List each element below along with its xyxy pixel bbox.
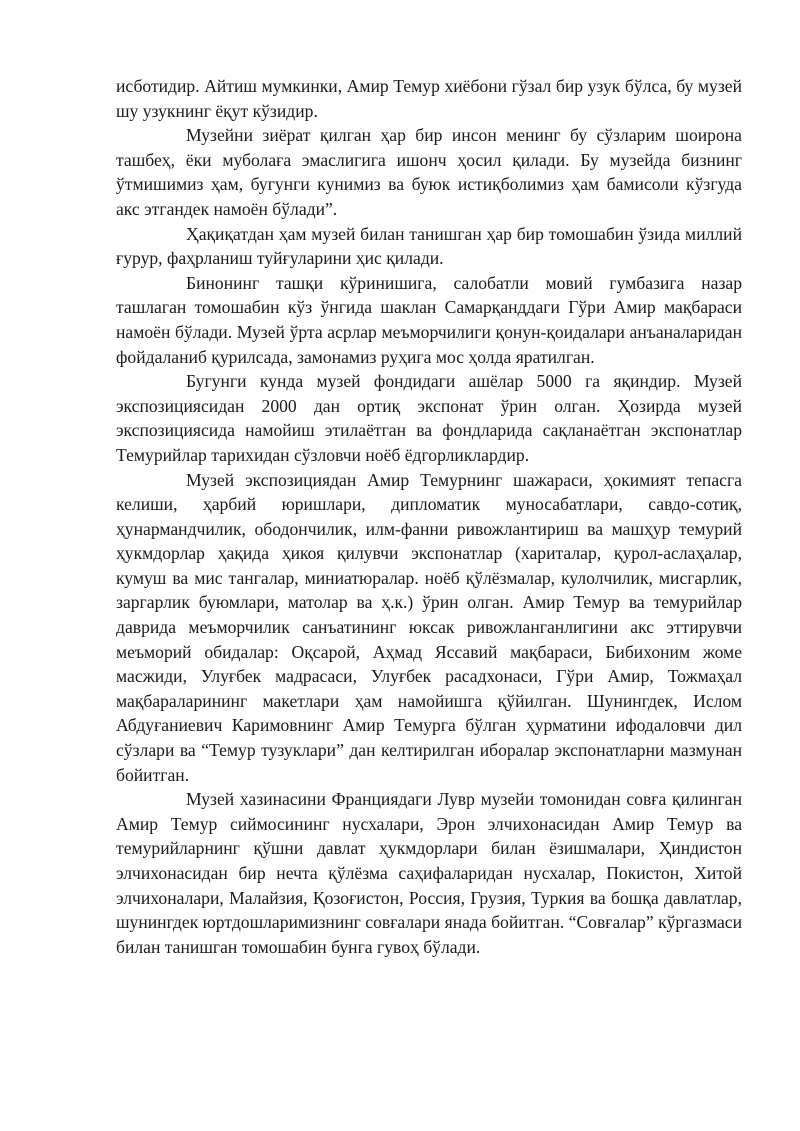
paragraph-continuation: исботидир. Айтиш мумкинки, Амир Темур хиёбони гўзал бир узук бўлса, бу музей шу узукнинг ёқут кўзидир.	[116, 76, 742, 121]
paragraph-gifts: Музей хазинасини Франциядаги Лувр музейи томонидан совға қилинган Амир Темур сиймосининг нусхалари, Эрон элчихонасидан Амир Темур ва темурийларнинг қўшни давлат ҳукмдорлари билан ёзишмалари, Ҳиндистон элчихонасидан бир нечта қўлёзма саҳифаларидан нусхалар, Покистон, Хитой элчихоналари, Малайзия, Қозоғистон, Россия, Грузия, Туркия ва бошқа давлатлар, шунингдек юртдошларимизнинг совғалари янада бойитган. “Совғалар” кўргазмаси билан танишган томошабин бунга гувоҳ бўлади.	[116, 789, 742, 957]
paragraph-museum-visit: Музейни зиёрат қилган ҳар бир инсон менинг бу сўзларим шоирона ташбеҳ, ёки муболаға эмаслигига ишонч ҳосил қилади. Бу музейда бизнинг ўтмишимиз ҳам, бугунги кунимиз ва буюк истиқболимиз ҳам бамисоли кўзгуда акс этгандек намоён бўлади”.	[116, 125, 742, 219]
paragraph-exposition: Музей экспозициядан Амир Темурнинг шажараси, ҳокимият тепасга келиши, ҳарбий юришлари, дипломатик муносабатлари, савдо-сотиқ, ҳунармандчилик, ободончилик, илм-фанни ривожлантириш ва машҳур темурий ҳукмдорлар ҳақида ҳикоя қилувчи экспонатлар (хариталар, қурол-аслаҳалар, кумуш ва мис тангалар, миниатюралар. ноёб қўлёзмалар, кулолчилик, мисгарлик, заргарлик буюмлари, матолар ва ҳ.к.) ўрин олган. Амир Темур ва темурийлар даврида меъморчилик санъатининг юксак ривожланганлигини акс эттирувчи меъморий обидалар: Оқсарой, Аҳмад Яссавий мақбараси, Бибихоним жоме масжиди, Улуғбек мадрасаси, Улуғбек расадхонаси, Гўри Амир, Тожмаҳал мақбараларининг макетлари ҳам намойишга қўйилган. Шунингдек, Ислом Абдуғаниевич Каримовнинг Амир Темурга бўлган ҳурматини ифодаловчи дил сўзлари ва “Темур тузуклари” дан келтирилган иборалар экспонатларни мазмунан бойитган.	[116, 469, 742, 785]
paragraph-national-pride: Ҳақиқатдан ҳам музей билан танишган ҳар бир томошабин ўзида миллий ғурур, фаҳрланиш туйғуларини ҳис қилади.	[116, 223, 742, 269]
paragraph-collection-size: Бугунги кунда музей фондидаги ашёлар 5000 га яқиндир. Музей экспозициясидан 2000 дан ортиқ экспонат ўрин олган. Ҳозирда музей экспозициясида намойиш этилаётган ва фондларида сақланаётган экспонатлар Темурийлар тарихидан сўзловчи ноёб ёдгорликлардир.	[116, 371, 742, 465]
paragraph-building-exterior: Бинонинг ташқи кўринишига, салобатли мовий гумбазига назар ташлаган томошабин кўз ўнгида шаклан Самарқанддаги Гўри Амир мақбараси намоён бўлади. Музей ўрта асрлар меъморчилиги қонун-қоидалари анъаналаридан фойдаланиб қурилсада, замонамиз руҳига мос ҳолда яратилган.	[116, 272, 742, 367]
document-page	[116, 74, 742, 959]
